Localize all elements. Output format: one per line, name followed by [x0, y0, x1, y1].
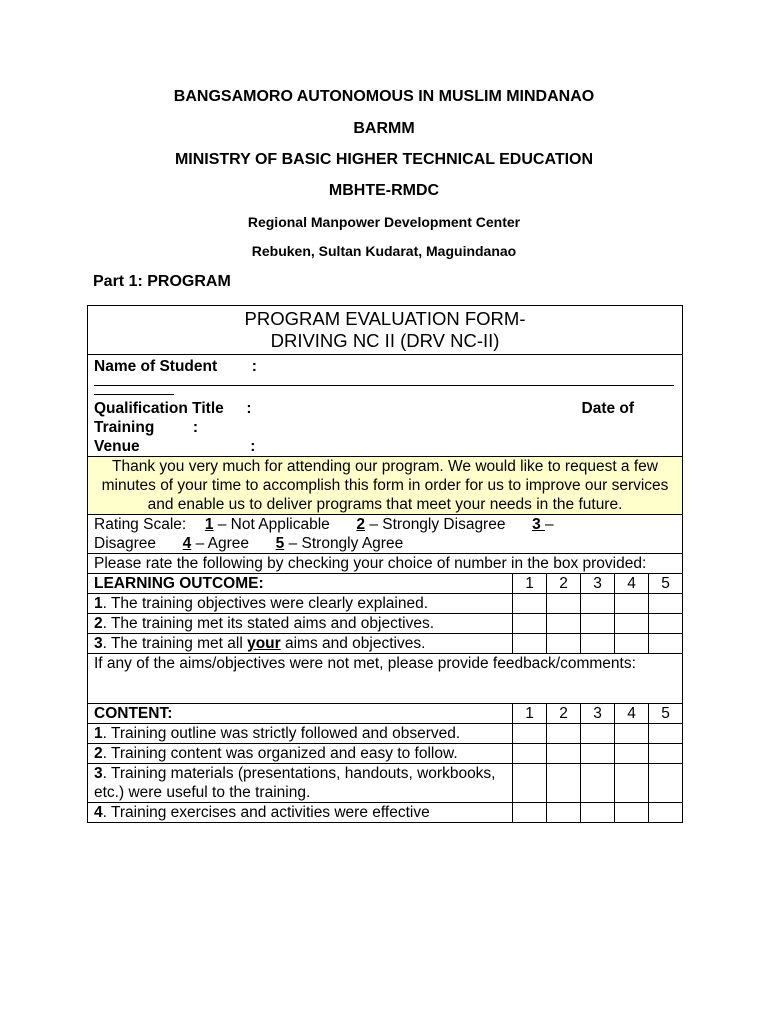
rating-checkbox[interactable]	[649, 803, 683, 823]
table-row	[88, 594, 683, 614]
rating-checkbox[interactable]	[547, 744, 581, 764]
learning-outcome-heading: LEARNING OUTCOME:	[88, 574, 513, 594]
form-title-line1: PROGRAM EVALUATION FORM-	[244, 308, 526, 329]
scale-header-4: 4	[615, 574, 649, 594]
colon: :	[192, 419, 199, 436]
rating-checkbox[interactable]	[547, 594, 581, 614]
colon: :	[251, 358, 257, 375]
table-row	[88, 803, 683, 823]
table-row	[88, 724, 683, 744]
rating-checkbox[interactable]	[547, 634, 581, 654]
table-row	[88, 744, 683, 764]
item-text: . Training exercises and activities were effective	[102, 804, 430, 821]
rating-checkbox[interactable]	[581, 594, 615, 614]
student-name-line[interactable]	[94, 376, 674, 386]
content-item-3	[88, 764, 513, 803]
part-label: Part 1: PROGRAM	[93, 273, 231, 290]
table-row	[88, 634, 683, 654]
item-number: 3	[94, 765, 103, 782]
student-name-row[interactable]	[94, 357, 676, 376]
rating-checkbox[interactable]	[615, 803, 649, 823]
header-address: Rebuken, Sultan Kudarat, Maguindanao	[251, 243, 517, 259]
item-text: . Training materials (presentations, handouts, workbooks, etc.) were useful to the training.	[94, 765, 496, 801]
rating-checkbox[interactable]	[649, 634, 683, 654]
rating-2-text: – Strongly Disagree	[365, 516, 506, 533]
rating-5-text: – Strongly Agree	[284, 535, 404, 552]
rating-5-number: 5	[275, 535, 285, 552]
content-item-1	[88, 724, 513, 744]
scale-header-2: 2	[547, 704, 581, 724]
rating-3-dash: –	[545, 516, 554, 533]
header-ministry: MINISTRY OF BASIC HIGHER TECHNICAL EDUCATION	[174, 151, 594, 168]
rating-checkbox[interactable]	[615, 614, 649, 634]
rating-2-number: 2	[356, 516, 366, 533]
student-name-line-continued[interactable]	[94, 386, 174, 395]
thank-you-message: Thank you very much for attending our program. We would like to request a few minutes of your time to accomplish this form in order for us to improve our services and enable us to deliver programs that meet your needs in the future.	[88, 457, 683, 515]
item-emphasis: your	[247, 635, 281, 652]
rating-instructions: Please rate the following by checking your choice of number in the box provided:	[88, 554, 683, 574]
scale-header-1: 1	[513, 704, 547, 724]
form-title	[88, 306, 683, 355]
feedback-comments-box[interactable]	[88, 654, 683, 704]
item-number: 2	[94, 745, 103, 762]
header-center: Regional Manpower Development Center	[247, 214, 521, 230]
header-region: BANGSAMORO AUTONOMOUS IN MUSLIM MINDANAO	[173, 88, 595, 105]
venue-label: Venue	[94, 438, 140, 455]
scale-header-5: 5	[649, 574, 683, 594]
rating-checkbox[interactable]	[581, 764, 615, 803]
rating-checkbox[interactable]	[547, 764, 581, 803]
rating-checkbox[interactable]	[513, 614, 547, 634]
item-number: 4	[94, 804, 103, 821]
item-text: . Training outline was strictly followed and observed.	[102, 725, 461, 742]
rating-checkbox[interactable]	[615, 594, 649, 614]
form-title-line2: DRIVING NC II (DRV NC-II)	[270, 330, 500, 351]
content-item-4	[88, 803, 513, 823]
content-heading: CONTENT:	[88, 704, 513, 724]
item-text: . The training met all	[102, 635, 248, 652]
rating-checkbox[interactable]	[615, 764, 649, 803]
training-label: Training	[94, 419, 155, 436]
rating-1-number: 1	[204, 516, 214, 533]
rating-checkbox[interactable]	[581, 614, 615, 634]
item-number: 3	[94, 635, 103, 652]
rating-checkbox[interactable]	[649, 744, 683, 764]
rating-checkbox[interactable]	[649, 614, 683, 634]
item-text-end: aims and objectives.	[280, 635, 426, 652]
rating-4-number: 4	[182, 535, 192, 552]
learning-outcome-header-row	[88, 574, 683, 594]
item-number: 1	[94, 595, 103, 612]
content-item-2	[88, 744, 513, 764]
item-text: . The training objectives were clearly explained.	[102, 595, 429, 612]
feedback-prompt: If any of the aims/objectives were not met, please provide feedback/comments:	[94, 655, 636, 672]
header-acronym: BARMM	[353, 120, 415, 137]
rating-checkbox[interactable]	[513, 744, 547, 764]
rating-checkbox[interactable]	[649, 764, 683, 803]
item-number: 1	[94, 725, 103, 742]
rating-checkbox[interactable]	[581, 803, 615, 823]
rating-1-text: – Not Applicable	[213, 516, 330, 533]
date-label: Date of	[581, 400, 635, 417]
rating-checkbox[interactable]	[513, 634, 547, 654]
scale-header-1: 1	[513, 574, 547, 594]
rating-checkbox[interactable]	[547, 724, 581, 744]
item-text: . The training met its stated aims and objectives.	[102, 615, 435, 632]
scale-header-3: 3	[581, 704, 615, 724]
rating-checkbox[interactable]	[649, 594, 683, 614]
qualification-row[interactable]	[94, 399, 676, 418]
rating-checkbox[interactable]	[615, 724, 649, 744]
evaluation-form-table	[87, 305, 683, 823]
rating-checkbox[interactable]	[581, 744, 615, 764]
scale-header-3: 3	[581, 574, 615, 594]
rating-checkbox[interactable]	[513, 724, 547, 744]
rating-checkbox[interactable]	[649, 724, 683, 744]
learning-item-1	[88, 594, 513, 614]
student-name-label: Name of Student	[94, 358, 218, 375]
scale-header-4: 4	[615, 704, 649, 724]
learning-item-2	[88, 614, 513, 634]
scale-header-5: 5	[649, 704, 683, 724]
qualification-label: Qualification Title	[94, 400, 224, 417]
rating-checkbox[interactable]	[615, 744, 649, 764]
scale-header-2: 2	[547, 574, 581, 594]
rating-4-text: – Agree	[191, 535, 250, 552]
rating-checkbox[interactable]	[513, 803, 547, 823]
rating-checkbox[interactable]	[581, 634, 615, 654]
colon: :	[250, 438, 256, 455]
rating-scale-legend	[88, 515, 683, 554]
rating-prefix: Rating Scale:	[94, 516, 187, 533]
venue-row[interactable]	[94, 437, 676, 456]
rating-checkbox[interactable]	[615, 634, 649, 654]
training-row[interactable]	[94, 418, 676, 437]
rating-checkbox[interactable]	[513, 594, 547, 614]
rating-3-number: 3	[532, 516, 546, 533]
content-header-row	[88, 704, 683, 724]
item-number: 2	[94, 615, 103, 632]
table-row	[88, 614, 683, 634]
header-ministry-code: MBHTE-RMDC	[328, 182, 440, 199]
item-text: . Training content was organized and easy to follow.	[102, 745, 458, 762]
rating-3-text: Disagree	[94, 535, 157, 552]
learning-item-3	[88, 634, 513, 654]
rating-checkbox[interactable]	[513, 764, 547, 803]
student-info-cell	[88, 355, 683, 457]
rating-checkbox[interactable]	[547, 803, 581, 823]
rating-checkbox[interactable]	[581, 724, 615, 744]
table-row	[88, 764, 683, 803]
colon: :	[246, 400, 252, 417]
rating-checkbox[interactable]	[547, 614, 581, 634]
